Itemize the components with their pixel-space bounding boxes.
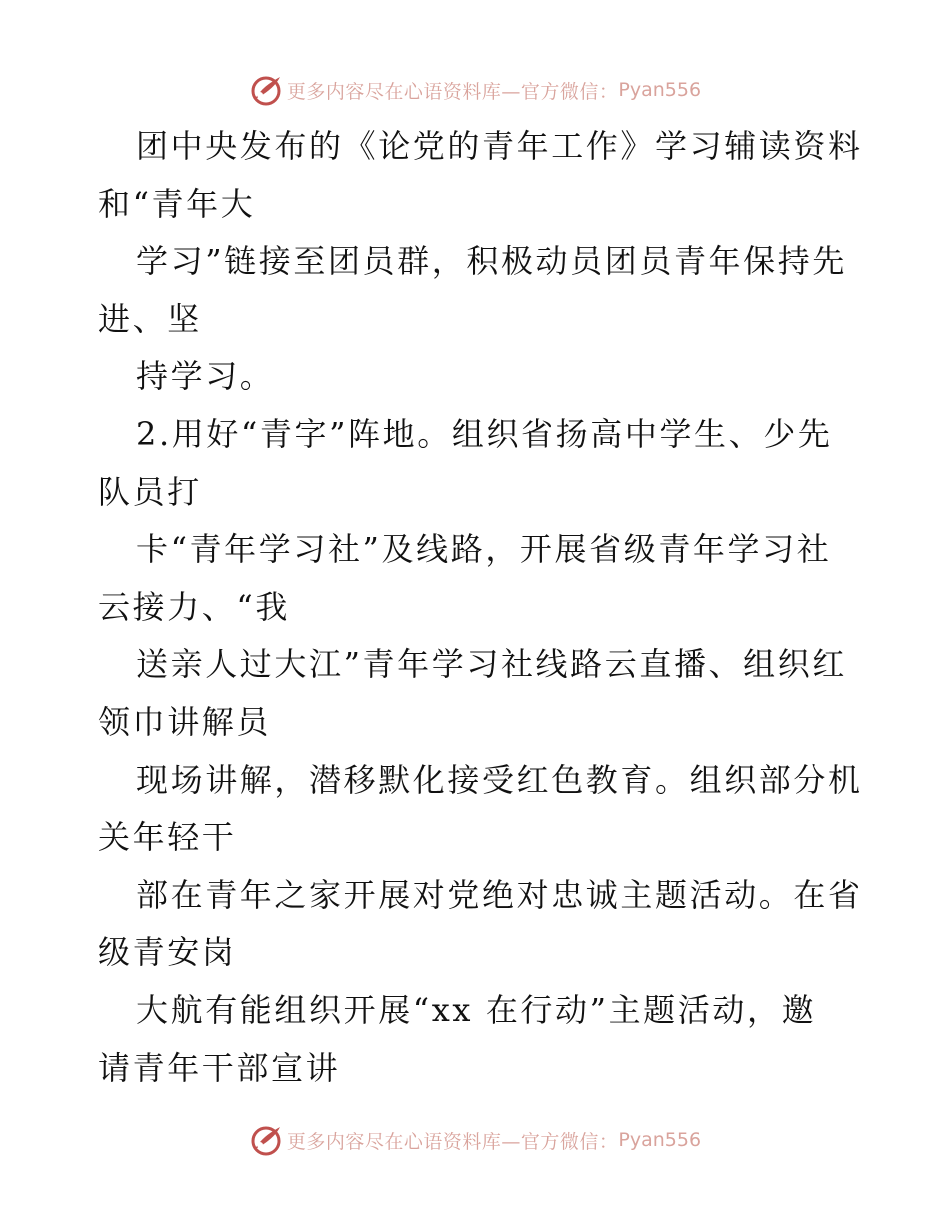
text-line: 级青安岗 bbox=[98, 933, 237, 972]
watermark-wechat-id: Pyan556 bbox=[618, 1129, 702, 1151]
watermark-text: 更多内容尽在心语资料库—官方微信： bbox=[286, 80, 619, 103]
text-line: 学习”链接至团员群，积极动员团员青年保持先 bbox=[136, 242, 847, 281]
text-line: 云接力、“我 bbox=[98, 587, 290, 626]
text-line: 团中央发布的《论党的青年工作》学习辅读资料 bbox=[136, 127, 863, 165]
text-line: 大航有能组织开展“xx 在行动”主题活动，邀 bbox=[136, 990, 817, 1029]
text-line: 持学习。 bbox=[136, 357, 275, 396]
footer-watermark bbox=[0, 1118, 950, 1162]
watermark-text: 更多内容尽在心语资料库—官方微信： bbox=[286, 1130, 619, 1153]
text-line: 关年轻干 bbox=[98, 818, 237, 857]
quill-logo-icon bbox=[249, 73, 283, 107]
text-line: 卡“青年学习社”及线路，开展省级青年学习社 bbox=[136, 530, 832, 569]
text-line: 进、坚 bbox=[98, 299, 202, 338]
quill-logo-icon bbox=[249, 1123, 283, 1157]
text-line: 2.用好“青字”阵地。组织省扬高中学生、少先 bbox=[136, 414, 833, 453]
text-line: 队员打 bbox=[98, 472, 202, 511]
watermark-wechat-id: Pyan556 bbox=[618, 79, 702, 101]
text-line: 请青年干部宣讲 bbox=[98, 1048, 341, 1087]
header-watermark bbox=[0, 68, 950, 112]
text-line: 现场讲解，潜移默化接受红色教育。组织部分机 bbox=[136, 760, 863, 799]
text-line: 和“青年大 bbox=[98, 184, 256, 223]
document-body bbox=[98, 118, 863, 1097]
text-line: 领巾讲解员 bbox=[98, 702, 272, 741]
text-line: 送亲人过大江”青年学习社线路云直播、组织红 bbox=[136, 645, 847, 684]
text-line: 部在青年之家开展对党绝对忠诚主题活动。在省 bbox=[136, 875, 863, 914]
